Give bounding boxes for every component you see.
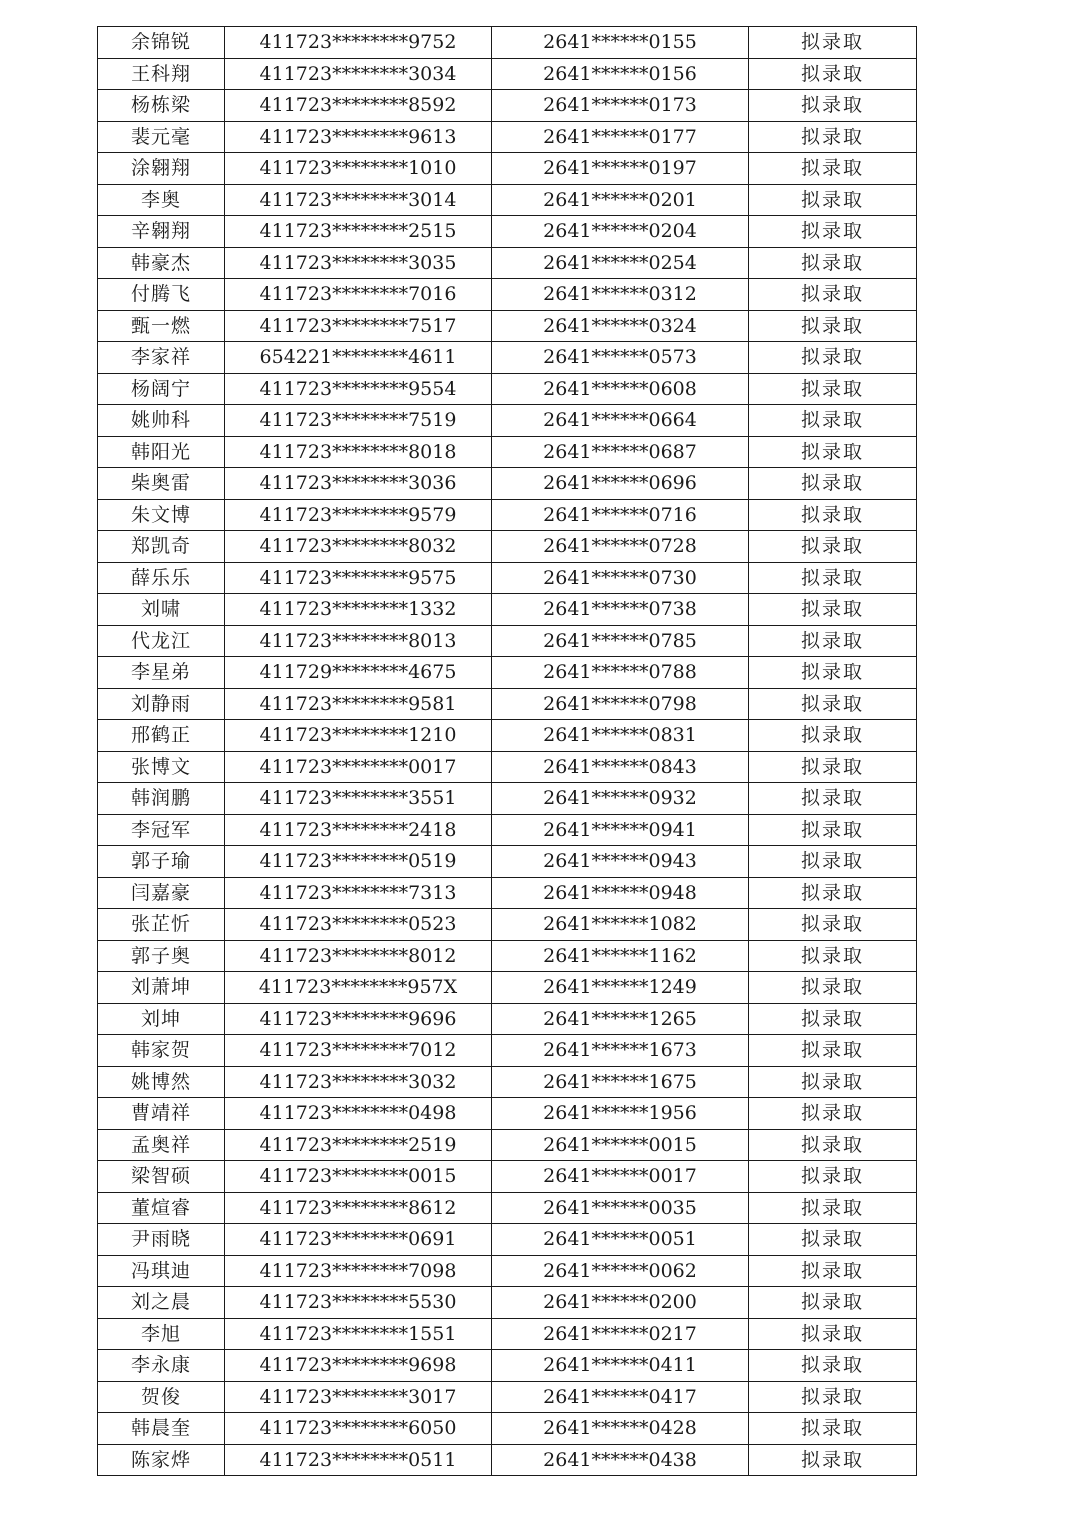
id-number-cell: 411723********0519 (225, 846, 492, 878)
exam-ticket-cell: 2641******0051 (492, 1224, 749, 1256)
exam-ticket-cell: 2641******0941 (492, 814, 749, 846)
id-number-cell: 411723********2515 (225, 216, 492, 248)
exam-ticket-cell: 2641******0843 (492, 751, 749, 783)
id-number-cell: 411723********0015 (225, 1161, 492, 1193)
table-row (98, 216, 917, 248)
admission-status-cell: 拟录取 (749, 751, 917, 783)
table-row (98, 1192, 917, 1224)
admission-status-cell: 拟录取 (749, 594, 917, 626)
exam-ticket-cell: 2641******0204 (492, 216, 749, 248)
candidate-name-cell: 刘之晨 (98, 1287, 225, 1319)
admission-status-cell: 拟录取 (749, 562, 917, 594)
exam-ticket-cell: 2641******0015 (492, 1129, 749, 1161)
admission-status-cell: 拟录取 (749, 720, 917, 752)
exam-ticket-cell: 2641******0428 (492, 1413, 749, 1445)
exam-ticket-cell: 2641******0324 (492, 310, 749, 342)
table-row (98, 1003, 917, 1035)
candidate-name-cell: 刘啸 (98, 594, 225, 626)
admission-status-cell: 拟录取 (749, 1318, 917, 1350)
candidate-name-cell: 梁智硕 (98, 1161, 225, 1193)
exam-ticket-cell: 2641******0716 (492, 499, 749, 531)
candidate-name-cell: 贺俊 (98, 1381, 225, 1413)
candidate-name-cell: 张博文 (98, 751, 225, 783)
candidate-name-cell: 韩豪杰 (98, 247, 225, 279)
candidate-name-cell: 裴元毫 (98, 121, 225, 153)
id-number-cell: 411723********2519 (225, 1129, 492, 1161)
candidate-name-cell: 闫嘉豪 (98, 877, 225, 909)
exam-ticket-cell: 2641******1249 (492, 972, 749, 1004)
exam-ticket-cell: 2641******0738 (492, 594, 749, 626)
table-row (98, 436, 917, 468)
id-number-cell: 411723********1332 (225, 594, 492, 626)
table-row (98, 499, 917, 531)
id-number-cell: 411723********3034 (225, 58, 492, 90)
admission-status-cell: 拟录取 (749, 1161, 917, 1193)
table-row (98, 405, 917, 437)
table-row (98, 1066, 917, 1098)
table-row (98, 531, 917, 563)
table-row (98, 1413, 917, 1445)
candidate-name-cell: 王科翔 (98, 58, 225, 90)
candidate-name-cell: 李永康 (98, 1350, 225, 1382)
admission-status-cell: 拟录取 (749, 405, 917, 437)
exam-ticket-cell: 2641******0254 (492, 247, 749, 279)
candidate-name-cell: 柴奥雷 (98, 468, 225, 500)
exam-ticket-cell: 2641******0932 (492, 783, 749, 815)
admission-status-cell: 拟录取 (749, 1255, 917, 1287)
id-number-cell: 411723********7517 (225, 310, 492, 342)
admission-status-cell: 拟录取 (749, 783, 917, 815)
exam-ticket-cell: 2641******1265 (492, 1003, 749, 1035)
admission-status-cell: 拟录取 (749, 1381, 917, 1413)
exam-ticket-cell: 2641******0156 (492, 58, 749, 90)
candidate-name-cell: 李冠军 (98, 814, 225, 846)
id-number-cell: 411723********7012 (225, 1035, 492, 1067)
id-number-cell: 411723********3035 (225, 247, 492, 279)
admission-status-cell: 拟录取 (749, 373, 917, 405)
id-number-cell: 411723********0511 (225, 1444, 492, 1476)
candidate-name-cell: 冯琪迪 (98, 1255, 225, 1287)
id-number-cell: 411723********9579 (225, 499, 492, 531)
candidate-name-cell: 姚博然 (98, 1066, 225, 1098)
exam-ticket-cell: 2641******0728 (492, 531, 749, 563)
id-number-cell: 411723********6050 (225, 1413, 492, 1445)
candidate-name-cell: 刘静雨 (98, 688, 225, 720)
exam-ticket-cell: 2641******0831 (492, 720, 749, 752)
table-row (98, 657, 917, 689)
id-number-cell: 411723********8612 (225, 1192, 492, 1224)
table-row (98, 1350, 917, 1382)
candidate-name-cell: 孟奥祥 (98, 1129, 225, 1161)
table-row (98, 1287, 917, 1319)
exam-ticket-cell: 2641******0035 (492, 1192, 749, 1224)
exam-ticket-cell: 2641******0062 (492, 1255, 749, 1287)
candidate-name-cell: 李奥 (98, 184, 225, 216)
exam-ticket-cell: 2641******0948 (492, 877, 749, 909)
table-row (98, 594, 917, 626)
candidate-name-cell: 李家祥 (98, 342, 225, 374)
id-number-cell: 411723********1010 (225, 153, 492, 185)
candidate-name-cell: 辛翱翔 (98, 216, 225, 248)
candidate-name-cell: 董煊睿 (98, 1192, 225, 1224)
admission-status-cell: 拟录取 (749, 436, 917, 468)
candidate-name-cell: 郑凯奇 (98, 531, 225, 563)
candidate-name-cell: 杨栋梁 (98, 90, 225, 122)
table-row (98, 1129, 917, 1161)
exam-ticket-cell: 2641******0608 (492, 373, 749, 405)
admission-roster-table (97, 26, 917, 1476)
id-number-cell: 411723********7313 (225, 877, 492, 909)
admission-status-cell: 拟录取 (749, 1224, 917, 1256)
admission-status-cell: 拟录取 (749, 877, 917, 909)
admission-status-cell: 拟录取 (749, 1287, 917, 1319)
admission-status-cell: 拟录取 (749, 1350, 917, 1382)
candidate-name-cell: 曹靖祥 (98, 1098, 225, 1130)
candidate-name-cell: 张芷忻 (98, 909, 225, 941)
admission-status-cell: 拟录取 (749, 972, 917, 1004)
id-number-cell: 411723********9696 (225, 1003, 492, 1035)
admission-status-cell: 拟录取 (749, 1035, 917, 1067)
admission-status-cell: 拟录取 (749, 184, 917, 216)
candidate-name-cell: 余锦锐 (98, 27, 225, 59)
table-row (98, 688, 917, 720)
exam-ticket-cell: 2641******0696 (492, 468, 749, 500)
table-row (98, 1098, 917, 1130)
exam-ticket-cell: 2641******1082 (492, 909, 749, 941)
admission-status-cell: 拟录取 (749, 58, 917, 90)
admission-status-cell: 拟录取 (749, 27, 917, 59)
table-row (98, 625, 917, 657)
id-number-cell: 411723********5530 (225, 1287, 492, 1319)
id-number-cell: 411723********9698 (225, 1350, 492, 1382)
table-row (98, 562, 917, 594)
admission-status-cell: 拟录取 (749, 657, 917, 689)
table-row (98, 121, 917, 153)
exam-ticket-cell: 2641******0155 (492, 27, 749, 59)
admission-status-cell: 拟录取 (749, 279, 917, 311)
candidate-name-cell: 陈家烨 (98, 1444, 225, 1476)
table-row (98, 90, 917, 122)
candidate-name-cell: 李旭 (98, 1318, 225, 1350)
candidate-name-cell: 韩阳光 (98, 436, 225, 468)
table-row (98, 279, 917, 311)
exam-ticket-cell: 2641******0664 (492, 405, 749, 437)
table-row (98, 972, 917, 1004)
candidate-name-cell: 刘坤 (98, 1003, 225, 1035)
exam-ticket-cell: 2641******0017 (492, 1161, 749, 1193)
table-row (98, 247, 917, 279)
table-row (98, 877, 917, 909)
admission-status-cell: 拟录取 (749, 531, 917, 563)
table-row (98, 1255, 917, 1287)
candidate-name-cell: 薛乐乐 (98, 562, 225, 594)
admission-status-cell: 拟录取 (749, 1444, 917, 1476)
table-row (98, 846, 917, 878)
id-number-cell: 411723********3032 (225, 1066, 492, 1098)
table-row (98, 1318, 917, 1350)
admission-status-cell: 拟录取 (749, 846, 917, 878)
id-number-cell: 654221********4611 (225, 342, 492, 374)
candidate-name-cell: 姚帅科 (98, 405, 225, 437)
id-number-cell: 411723********8018 (225, 436, 492, 468)
candidate-name-cell: 尹雨晓 (98, 1224, 225, 1256)
admission-status-cell: 拟录取 (749, 1192, 917, 1224)
admission-status-cell: 拟录取 (749, 1413, 917, 1445)
table-row (98, 783, 917, 815)
id-number-cell: 411723********0691 (225, 1224, 492, 1256)
admission-status-cell: 拟录取 (749, 625, 917, 657)
admission-status-cell: 拟录取 (749, 342, 917, 374)
candidate-name-cell: 邢鹤正 (98, 720, 225, 752)
admission-status-cell: 拟录取 (749, 1066, 917, 1098)
id-number-cell: 411729********4675 (225, 657, 492, 689)
exam-ticket-cell: 2641******1162 (492, 940, 749, 972)
admission-status-cell: 拟录取 (749, 909, 917, 941)
exam-ticket-cell: 2641******1675 (492, 1066, 749, 1098)
candidate-name-cell: 刘萧坤 (98, 972, 225, 1004)
table-row (98, 1381, 917, 1413)
table-row (98, 342, 917, 374)
table-row (98, 373, 917, 405)
candidate-name-cell: 韩润鹏 (98, 783, 225, 815)
exam-ticket-cell: 2641******0411 (492, 1350, 749, 1382)
table-row (98, 1161, 917, 1193)
exam-ticket-cell: 2641******0177 (492, 121, 749, 153)
admission-status-cell: 拟录取 (749, 90, 917, 122)
candidate-name-cell: 甄一燃 (98, 310, 225, 342)
id-number-cell: 411723********0523 (225, 909, 492, 941)
admission-status-cell: 拟录取 (749, 940, 917, 972)
id-number-cell: 411723********3014 (225, 184, 492, 216)
exam-ticket-cell: 2641******0197 (492, 153, 749, 185)
table-row (98, 814, 917, 846)
id-number-cell: 411723********9752 (225, 27, 492, 59)
exam-ticket-cell: 2641******0173 (492, 90, 749, 122)
exam-ticket-cell: 2641******0798 (492, 688, 749, 720)
exam-ticket-cell: 2641******0417 (492, 1381, 749, 1413)
exam-ticket-cell: 2641******0943 (492, 846, 749, 878)
table-row (98, 310, 917, 342)
admission-status-cell: 拟录取 (749, 247, 917, 279)
table-row (98, 27, 917, 59)
candidate-name-cell: 代龙江 (98, 625, 225, 657)
table-row (98, 1035, 917, 1067)
exam-ticket-cell: 2641******0201 (492, 184, 749, 216)
candidate-name-cell: 李星弟 (98, 657, 225, 689)
id-number-cell: 411723********8013 (225, 625, 492, 657)
admission-status-cell: 拟录取 (749, 1003, 917, 1035)
candidate-name-cell: 郭子瑜 (98, 846, 225, 878)
admission-status-cell: 拟录取 (749, 310, 917, 342)
candidate-name-cell: 涂翱翔 (98, 153, 225, 185)
table-row (98, 720, 917, 752)
admission-status-cell: 拟录取 (749, 1129, 917, 1161)
id-number-cell: 411723********3551 (225, 783, 492, 815)
id-number-cell: 411723********8032 (225, 531, 492, 563)
candidate-name-cell: 韩晨奎 (98, 1413, 225, 1445)
id-number-cell: 411723********3017 (225, 1381, 492, 1413)
admission-status-cell: 拟录取 (749, 814, 917, 846)
id-number-cell: 411723********3036 (225, 468, 492, 500)
id-number-cell: 411723********957X (225, 972, 492, 1004)
admission-status-cell: 拟录取 (749, 153, 917, 185)
candidate-name-cell: 付腾飞 (98, 279, 225, 311)
admission-status-cell: 拟录取 (749, 121, 917, 153)
table-row (98, 940, 917, 972)
id-number-cell: 411723********0498 (225, 1098, 492, 1130)
id-number-cell: 411723********9575 (225, 562, 492, 594)
id-number-cell: 411723********8012 (225, 940, 492, 972)
id-number-cell: 411723********9581 (225, 688, 492, 720)
exam-ticket-cell: 2641******0312 (492, 279, 749, 311)
exam-ticket-cell: 2641******0217 (492, 1318, 749, 1350)
exam-ticket-cell: 2641******1956 (492, 1098, 749, 1130)
admission-status-cell: 拟录取 (749, 468, 917, 500)
table-row (98, 468, 917, 500)
id-number-cell: 411723********2418 (225, 814, 492, 846)
candidate-name-cell: 韩家贺 (98, 1035, 225, 1067)
table-row (98, 153, 917, 185)
id-number-cell: 411723********7519 (225, 405, 492, 437)
table-row (98, 909, 917, 941)
admission-status-cell: 拟录取 (749, 1098, 917, 1130)
id-number-cell: 411723********7098 (225, 1255, 492, 1287)
exam-ticket-cell: 2641******0788 (492, 657, 749, 689)
table-row (98, 58, 917, 90)
admission-status-cell: 拟录取 (749, 216, 917, 248)
roster-table-body (98, 27, 917, 1476)
exam-ticket-cell: 2641******0785 (492, 625, 749, 657)
candidate-name-cell: 朱文博 (98, 499, 225, 531)
exam-ticket-cell: 2641******0200 (492, 1287, 749, 1319)
id-number-cell: 411723********0017 (225, 751, 492, 783)
candidate-name-cell: 郭子奥 (98, 940, 225, 972)
exam-ticket-cell: 2641******0730 (492, 562, 749, 594)
table-row (98, 1224, 917, 1256)
id-number-cell: 411723********9554 (225, 373, 492, 405)
id-number-cell: 411723********1551 (225, 1318, 492, 1350)
admission-status-cell: 拟录取 (749, 688, 917, 720)
exam-ticket-cell: 2641******0687 (492, 436, 749, 468)
table-row (98, 751, 917, 783)
exam-ticket-cell: 2641******0573 (492, 342, 749, 374)
exam-ticket-cell: 2641******1673 (492, 1035, 749, 1067)
table-row (98, 1444, 917, 1476)
exam-ticket-cell: 2641******0438 (492, 1444, 749, 1476)
candidate-name-cell: 杨阔宁 (98, 373, 225, 405)
id-number-cell: 411723********8592 (225, 90, 492, 122)
table-row (98, 184, 917, 216)
id-number-cell: 411723********1210 (225, 720, 492, 752)
admission-status-cell: 拟录取 (749, 499, 917, 531)
id-number-cell: 411723********9613 (225, 121, 492, 153)
id-number-cell: 411723********7016 (225, 279, 492, 311)
